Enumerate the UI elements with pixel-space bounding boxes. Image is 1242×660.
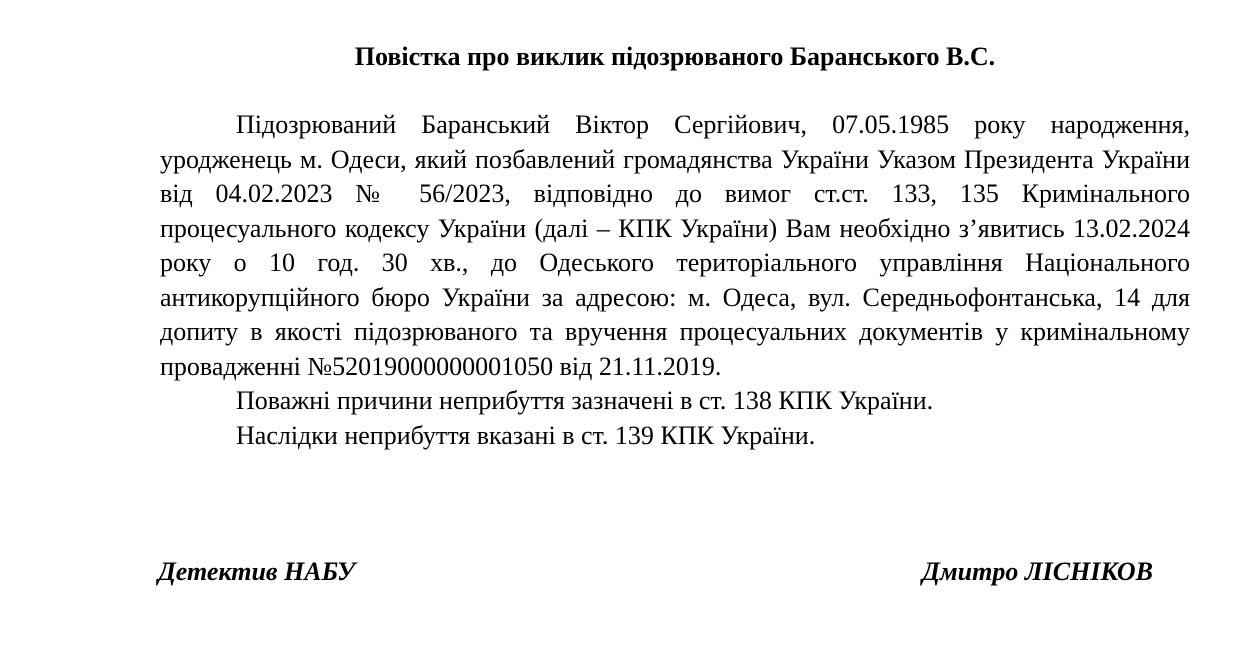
signatory-name: Дмитро ЛІСНІКОВ	[922, 557, 1153, 586]
document-title: Повістка про виклик підозрюваного Баранського В.С.	[354, 42, 996, 71]
signatory-position: Детектив НАБУ	[158, 557, 356, 586]
paragraph-summons-details: Підозрюваний Баранський Віктор Сергійович, 07.05.1985 року народження, уродженець м. Одеси, який позбавлений громадянства України Указом Президента України від 04.02.2023 № 56/2023, відповідно до вимог ст.ст. 133, 135 Кримінального процесуального кодексу України (далі – КПК України) Вам необхідно з’явитись 13.02.2024 року о 10 год. 30 хв., до Одеського територіального управління Національного антикорупційного бюро України за адресою: м. Одеса, вул. Середньофонтанська, 14 для допиту в якості підозрюваного та вручення процесуальних документів у кримінальному провадженні №52019000000001050 від 21.11.2019.	[160, 110, 1190, 381]
paragraph-valid-reasons: Поважні причини неприбуття зазначені в ст. 138 КПК України.	[236, 386, 934, 415]
paragraph-consequences: Наслідки неприбуття вказані в ст. 139 КПК України.	[236, 420, 816, 450]
document-body	[160, 108, 1190, 453]
